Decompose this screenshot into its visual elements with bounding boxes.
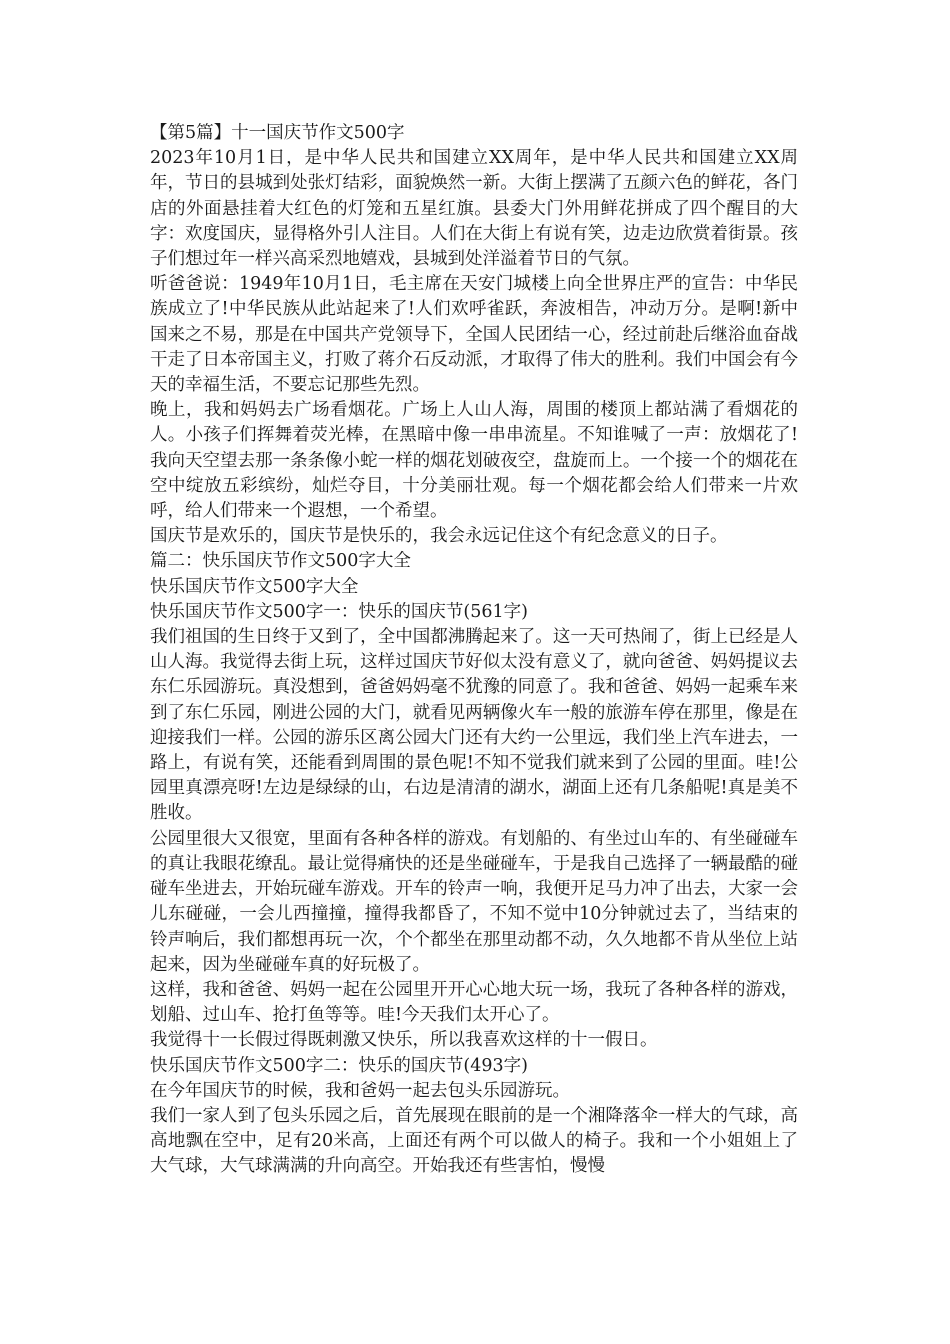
paragraph-balloon-ride: 我们一家人到了包头乐园之后，首先展现在眼前的是一个湘降落伞一样大的气球，高高地飘在空中，足有20米高，上面还有两个可以做人的椅子。我和一个小姐姐上了大气球，大气球满满的升向高空。开始我还有些害怕，慢慢 xyxy=(150,1105,798,1177)
collection-title: 快乐国庆节作文500字大全 xyxy=(150,576,359,597)
paragraph-fun-day: 这样，我和爸爸、妈妈一起在公园里开开心心地大玩一场，我玩了各种各样的游戏，划船、过山车、抢打鱼等等。哇!今天我们太开心了。 xyxy=(150,979,798,1026)
paragraph-holiday-summary: 我觉得十一长假过得既刺激又快乐，所以我喜欢这样的十一假日。 xyxy=(150,1030,658,1051)
paragraph-founding-story: 听爸爸说：1949年10月1日，毛主席在天安门城楼上向全世界庄严的宣告：中华民族成立了!中华民族从此站起来了!人们欢呼雀跃，奔波相告，冲动万分。是啊!新中国来之不易，那是在中国共产党领导下，全国人民团结一心，经过前赴后继浴血奋战干走了日本帝国主义，打败了蒋介石反动派，才取得了伟大的胜利。我们中国会有今天的幸福生活，不要忘记那些先烈。 xyxy=(150,274,798,396)
paragraph-park-trip: 我们祖国的生日终于又到了，全中国都沸腾起来了。这一天可热闹了，街上已经是人山人海。我觉得去街上玩，这样过国庆节好似太没有意义了，就向爸爸、妈妈提议去东仁乐园游玩。真没想到，爸爸妈妈毫不犹豫的同意了。我和爸爸、妈妈一起乘车来到了东仁乐园，刚进公园的大门，就看见两辆像火车一般的旅游车停在那里，像是在迎接我们一样。公园的游乐区离公园大门还有大约一公里远，我们坐上汽车进去，一路上，有说有笑，还能看到周围的景色呢!不知不觉我们就来到了公园的里面。哇!公园里真漂亮呀!左边是绿绿的山，右边是清清的湖水，湖面上还有几条船呢!真是美不胜收。 xyxy=(150,627,798,824)
paragraph-fireworks: 晚上，我和妈妈去广场看烟花。广场上人山人海，周围的楼顶上都站满了看烟花的人。小孩子们挥舞着荧光棒，在黑暗中像一串串流星。不知谁喊了一声：放烟花了!我向天空望去那一条条像小蛇一样的烟花划破夜空，盘旋而上。一个接一个的烟花在空中绽放五彩缤纷，灿烂夺目，十分美丽壮观。每一个烟花都会给人们带来一片欢呼，给人们带来一个遐想，一个希望。 xyxy=(150,400,798,522)
article-title: 【第5篇】十一国庆节作文500字 xyxy=(150,123,405,143)
paragraph-national-day-county: 2023年10月1日，是中华人民共和国建立XX周年，是中华人民共和国建立XX周年，节日的县城到处张灯结彩，面貌焕然一新。大街上摆满了五颜六色的鲜花，各门店的外面悬挂着大红色的灯笼和五星红旗。县委大门外用鲜花拼成了四个醒目的大字：欢度国庆，显得格外引人注目。人们在大街上有说有笑，边走边欣赏着街景。孩子们想过年一样兴高采烈地嬉戏，县城到处洋溢着节日的气氛。 xyxy=(150,148,798,270)
section-heading-part-two: 篇二：快乐国庆节作文500字大全 xyxy=(150,551,411,572)
paragraph-bumper-cars: 公园里很大又很宽，里面有各种各样的游戏。有划船的、有坐过山车的、有坐碰碰车的真让我眼花缭乱。最让觉得痛快的还是坐碰碰车，于是我自己选择了一辆最酷的碰碰车坐进去，开始玩碰车游戏。开车的铃声一响，我便开足马力冲了出去，大家一会儿东碰碰，一会儿西撞撞，撞得我都昏了，不知不觉中10分钟就过去了，当结束的铃声响后，我们都想再玩一次，个个都坐在那里动都不动，久久地都不肯从坐位上站起来，因为坐碰碰车真的好玩极了。 xyxy=(150,828,798,975)
paragraph-baotou-intro: 在今年国庆节的时候，我和爸妈一起去包头乐园游玩。 xyxy=(150,1080,570,1101)
essay-one-title: 快乐国庆节作文500字一：快乐的国庆节(561字) xyxy=(150,601,528,622)
document-page xyxy=(150,121,798,1180)
paragraph-conclusion: 国庆节是欢乐的，国庆节是快乐的，我会永远记住这个有纪念意义的日子。 xyxy=(150,526,728,547)
essay-two-title: 快乐国庆节作文500字二：快乐的国庆节(493字) xyxy=(150,1055,528,1076)
